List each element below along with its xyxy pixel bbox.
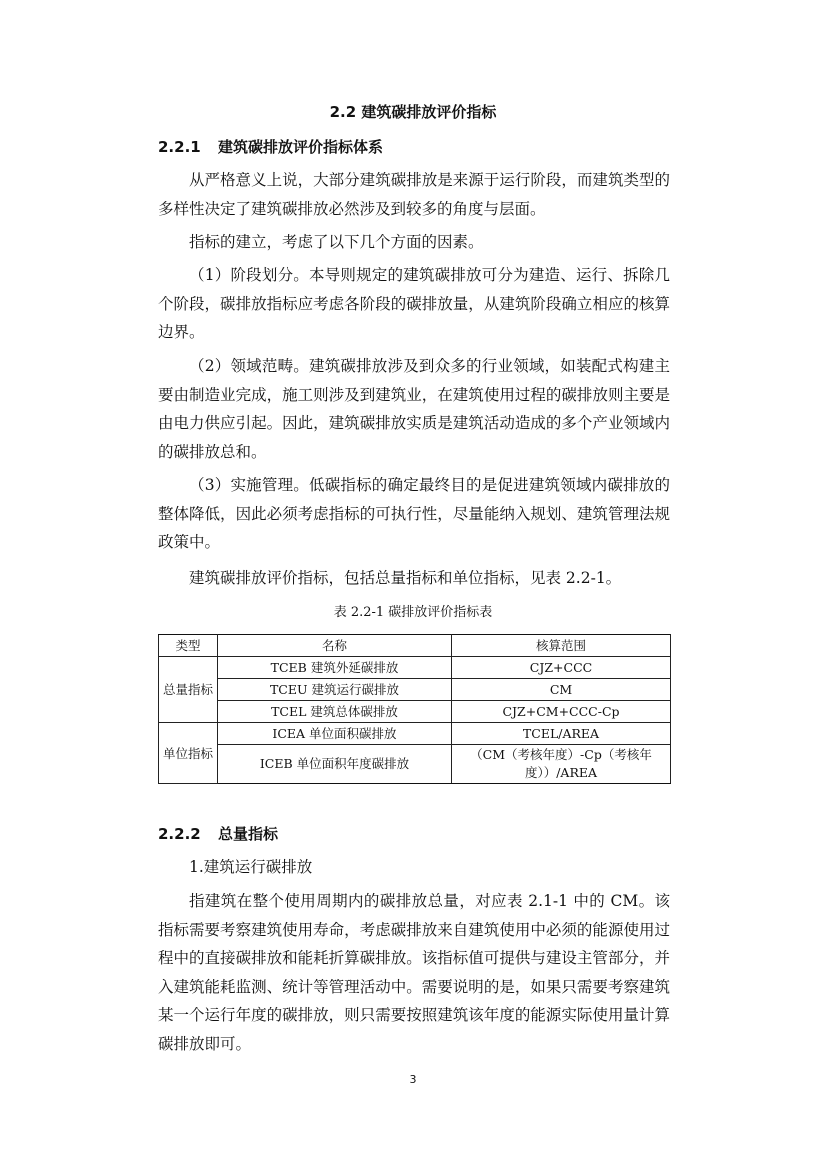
subsection-title: 总量指标 [218, 825, 279, 843]
name-cell: TCEU 建筑运行碳排放 [218, 679, 452, 701]
scope-cell: TCEL/AREA [452, 723, 671, 745]
type-cell: 单位指标 [159, 723, 218, 784]
subsection-heading-2-2-2 [158, 823, 278, 844]
subsection-number: 2.2.2 [158, 825, 201, 843]
paragraph: （2）领域范畴。建筑碳排放涉及到众多的行业领域，如装配式构建主要由制造业完成，施工则涉及到建筑业，在建筑使用过程的碳排放则主要是由电力供应引起。因此，建筑碳排放实质是建筑活动造成的多个产业领域内的碳排放总和。 [158, 357, 670, 461]
carbon-index-table [158, 634, 671, 784]
paragraph: 从严格意义上说，大部分建筑碳排放是来源于运行阶段，而建筑类型的多样性决定了建筑碳排放必然涉及到较多的角度与层面。 [158, 171, 670, 218]
table-header-cell: 名称 [218, 635, 452, 657]
table-caption: 表 2.2-1 碳排放评价指标表 [333, 605, 493, 620]
table-row [159, 679, 671, 701]
paragraph: 指建筑在整个使用周期内的碳排放总量，对应表 2.1-1 中的 CM。该指标需要考察建筑使用寿命，考虑碳排放来自建筑使用中必须的能源使用过程中的直接碳排放和能耗折算碳排放。该指标值可提供与建设主管部分，并入建筑能耗监测、统计等管理活动中。需要说明的是，如果只需要考察建筑某一个运行年度的碳排放，则只需要按照建筑该年度的能源实际使用量计算碳排放即可。 [158, 892, 670, 1053]
subsection-title: 建筑碳排放评价指标体系 [218, 138, 384, 156]
table-header-cell: 类型 [159, 635, 218, 657]
paragraph: 建筑碳排放评价指标，包括总量指标和单位指标，见表 2.2-1。 [189, 569, 622, 587]
table-header-row [159, 635, 671, 657]
table-row [159, 701, 671, 723]
paragraph: 1.建筑运行碳排放 [189, 858, 313, 876]
type-cell: 总量指标 [159, 657, 218, 723]
table-row [159, 745, 671, 784]
scope-cell: CM [452, 679, 671, 701]
name-cell: TCEL 建筑总体碳排放 [218, 701, 452, 723]
scope-cell: CJZ+CM+CCC-Cp [452, 701, 671, 723]
section-title: 2.2 建筑碳排放评价指标 [329, 103, 497, 121]
table-header-cell: 核算范围 [452, 635, 671, 657]
paragraph: （3）实施管理。低碳指标的确定最终目的是促进建筑领域内碳排放的整体降低，因此必须考虑指标的可执行性，尽量能纳入规划、建筑管理法规政策中。 [158, 476, 670, 551]
scope-cell: CJZ+CCC [452, 657, 671, 679]
name-cell: TCEB 建筑外延碳排放 [218, 657, 452, 679]
subsection-heading-2-2-1 [158, 136, 383, 157]
page-number: 3 [409, 1073, 417, 1086]
paragraph: （1）阶段划分。本导则规定的建筑碳排放可分为建造、运行、拆除几个阶段，碳排放指标应考虑各阶段的碳排放量，从建筑阶段确立相应的核算边界。 [158, 266, 670, 341]
paragraph: 指标的建立，考虑了以下几个方面的因素。 [189, 233, 484, 251]
subsection-number: 2.2.1 [158, 138, 201, 156]
name-cell: ICEA 单位面积碳排放 [218, 723, 452, 745]
table-row [159, 723, 671, 745]
table-row [159, 657, 671, 679]
scope-cell: （CM（考核年度）-Cp（考核年度））/AREA [452, 745, 671, 784]
name-cell: ICEB 单位面积年度碳排放 [218, 745, 452, 784]
